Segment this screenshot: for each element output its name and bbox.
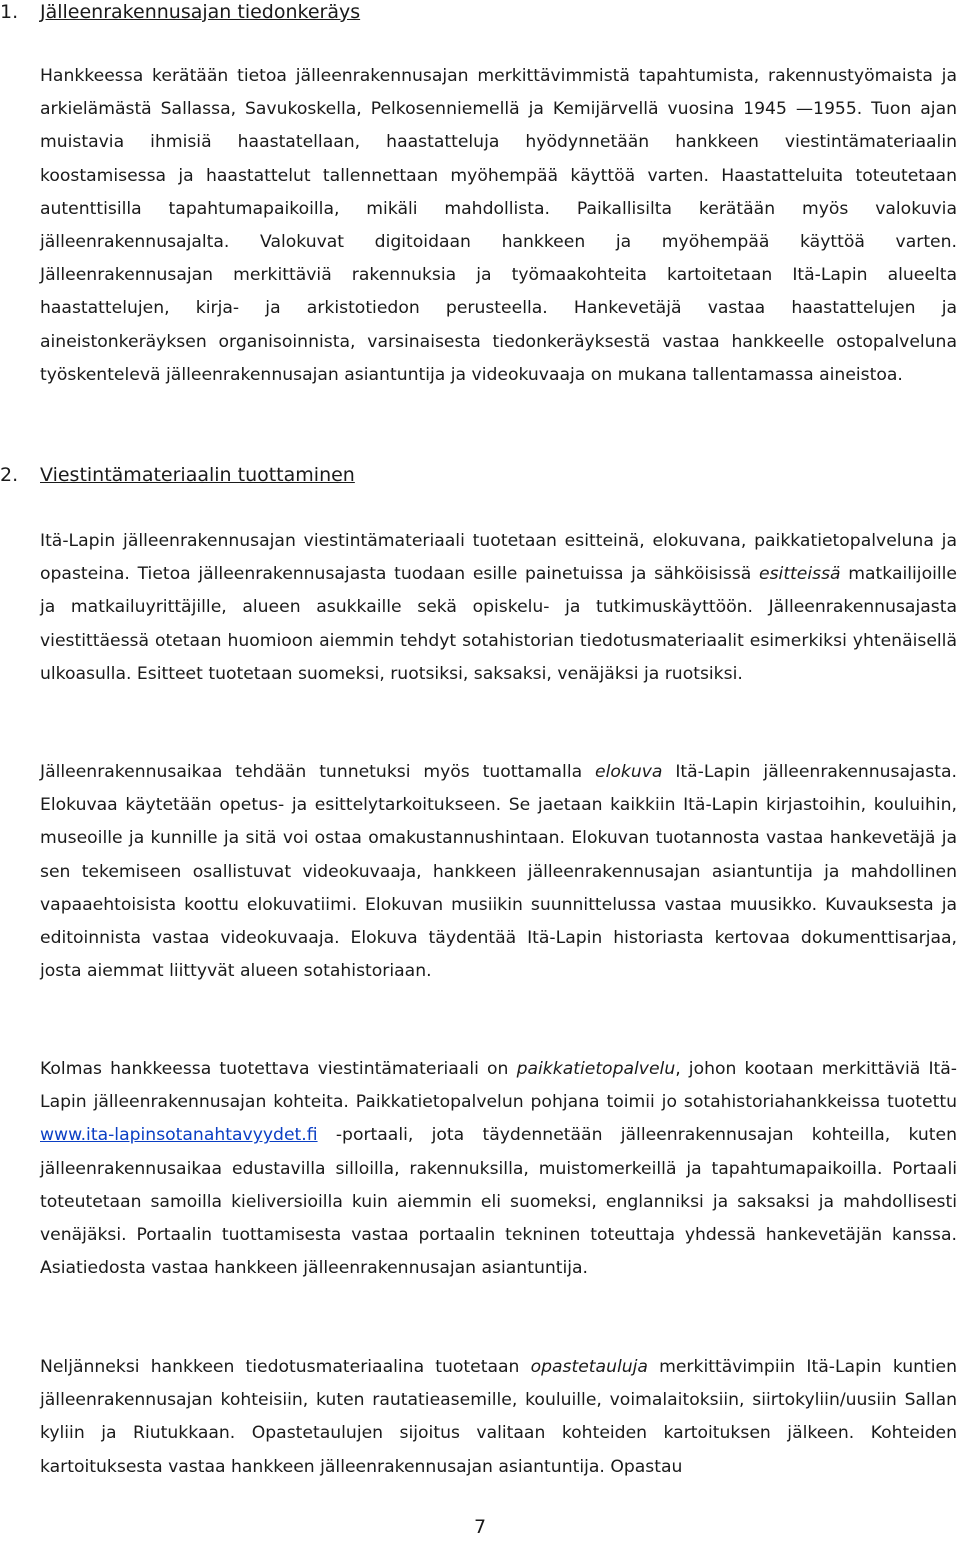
section-heading — [0, 0, 360, 24]
portal-link[interactable]: www.ita-lapinsotanahtavyydet.fi — [40, 1125, 318, 1146]
paragraph-text: Itä-Lapin jälleenrakennusajasta. Elokuvaa käytetään opetus- ja esittelytarkoitukseen. Se jaetaan kaikkiin Itä-Lapin kirjastoihin, kouluihin, museoille ja kunnille ja sitä voi ostaa omakustannushintaan. Elokuvan tuotannosta vastaa hankevetäjä ja sen tekemiseen osallistuvat videokuvaaja, hankkeen jälleenrakennusajan asiantuntija ja mahdollinen vapaaehtoisista koottu elokuvatiimi. Elokuvan musiikin suunnittelussa vastaa muusikko. Kuvauksesta ja editoinnista vastaa videokuvaaja. Elokuva täydentää Itä-Lapin historiasta kertovaa dokumenttisarjaa, josta aiemmat liittyvät alueen sotahistoriaan. — [40, 762, 958, 982]
paragraph — [40, 756, 957, 988]
paragraph-text: matkailijoille ja matkailuyrittäjille, alueen asukkaille sekä opiskelu- ja tutkimuskäyttöön. Jälleenrakennusajasta viestittäessä otetaan huomioon aiemmin tehdyt sotahistorian tiedotusmateriaalit esimerkiksi yhtenäisellä ulkoasulla. Esitteet tuotetaan suomeksi, ruotsiksi, saksaksi, venäjäksi ja ruotsiksi. — [40, 564, 957, 684]
paragraph-text: merkittävimpiin Itä-Lapin kuntien jälleenrakennusajan kohteisiin, kuten rautatieasemille, kouluille, voimalaitoksiin, siirtokyliin/uusiin Sallan kyliin ja Riutukkaan. Opastetaulujen sijoitus valitaan kohteiden kartoituksen jälkeen. Kohteiden kartoituksesta vastaa hankkeen jälleenrakennusajan asiantuntija. Opastau — [40, 1357, 958, 1477]
emphasis-text: paikkatietopalvelu — [516, 1059, 676, 1079]
paragraph — [40, 1053, 957, 1285]
paragraph-text: Itä-Lapin jälleenrakennusajan viestintämateriaali tuotetaan esitteinä, elokuvana, paikkatietopalveluna ja opasteina. Tietoa jälleenrakennusajasta tuodaan esille painetuissa ja sähköisissä — [40, 531, 957, 585]
page-number: 7 — [473, 1516, 487, 1538]
paragraph-text: -portaali, jota täydennetään jälleenrakennusajan kohteilla, kuten jälleenrakennusaikaa edustavilla silloilla, rakennuksilla, muistomerkeillä ja tapahtumapaikoilla. Portaali toteutetaan samoilla kieliversioilla kuin aiemmin eli suomeksi, englanniksi ja saksaksi ja mahdollisesti venäjäksi. Portaalin tuottamisesta vastaa portaalin tekninen toteuttaja yhdessä hankevetäjän kanssa. Asiatiedosta vastaa hankkeen jälleenrakennusajan asiantuntija. — [40, 1125, 957, 1279]
section-number: 2. — [0, 464, 19, 486]
emphasis-text: opastetauluja — [530, 1357, 648, 1377]
emphasis-text: elokuva — [595, 762, 663, 782]
section-title: Jälleenrakennusajan tiedonkeräys — [40, 1, 361, 23]
paragraph-text: , johon kootaan merkittäviä Itä-Lapin jälleenrakennusajan kohteita. Paikkatietopalvelun pohjana toimii jo sotahistoriahankkeissa tuotettu — [40, 1059, 958, 1113]
paragraph — [40, 1351, 957, 1484]
section-number: 1. — [0, 1, 19, 23]
paragraph-text: Jälleenrakennusaikaa tehdään tunnetuksi myös tuottamalla — [40, 762, 596, 782]
paragraph — [40, 60, 957, 392]
paragraph-text: Kolmas hankkeessa tuotettava viestintämateriaali on — [40, 1059, 517, 1079]
paragraph — [40, 525, 957, 691]
paragraph-text: Neljänneksi hankkeen tiedotusmateriaalina tuotetaan — [40, 1357, 531, 1377]
section-heading — [0, 463, 355, 487]
section-title: Viestintämateriaalin tuottaminen — [40, 464, 355, 486]
paragraph-text: Hankkeessa kerätään tietoa jälleenrakennusajan merkittävimmistä tapahtumista, rakennustyömaista ja arkielämästä Sallassa, Savukoskella, Pelkosenniemellä ja Kemijärvellä vuosina 1945 —1955. Tuon ajan muistavia ihmisiä haastatellaan, haastatteluja hyödynnetään hankkeen viestintämateriaalin koostamisessa ja haastattelut tallennettaan myöhempää käyttöä varten. Haastatteluita toteutetaan autenttisilla tapahtumapaikoilla, mikäli mahdollista. Paikallisilta kerätään myös valokuvia jälleenrakennusajalta. Valokuvat digitoidaan hankkeen ja myöhempää käyttöä varten. Jälleenrakennusajan merkittäviä rakennuksia ja työmaakohteita kartoitetaan Itä-Lapin alueelta haastattelujen, kirja- ja arkistotiedon perusteella. Hankevetäjä vastaa haastattelujen ja aineistonkeräyksen organisoinnista, varsinaisesta tiedonkeräyksestä vastaa hankkeelle ostopalveluna työskentelevä jälleenrakennusajan asiantuntija ja videokuvaaja on mukana tallentamassa aineistoa. — [40, 66, 957, 385]
emphasis-text: esitteissä — [759, 564, 841, 585]
